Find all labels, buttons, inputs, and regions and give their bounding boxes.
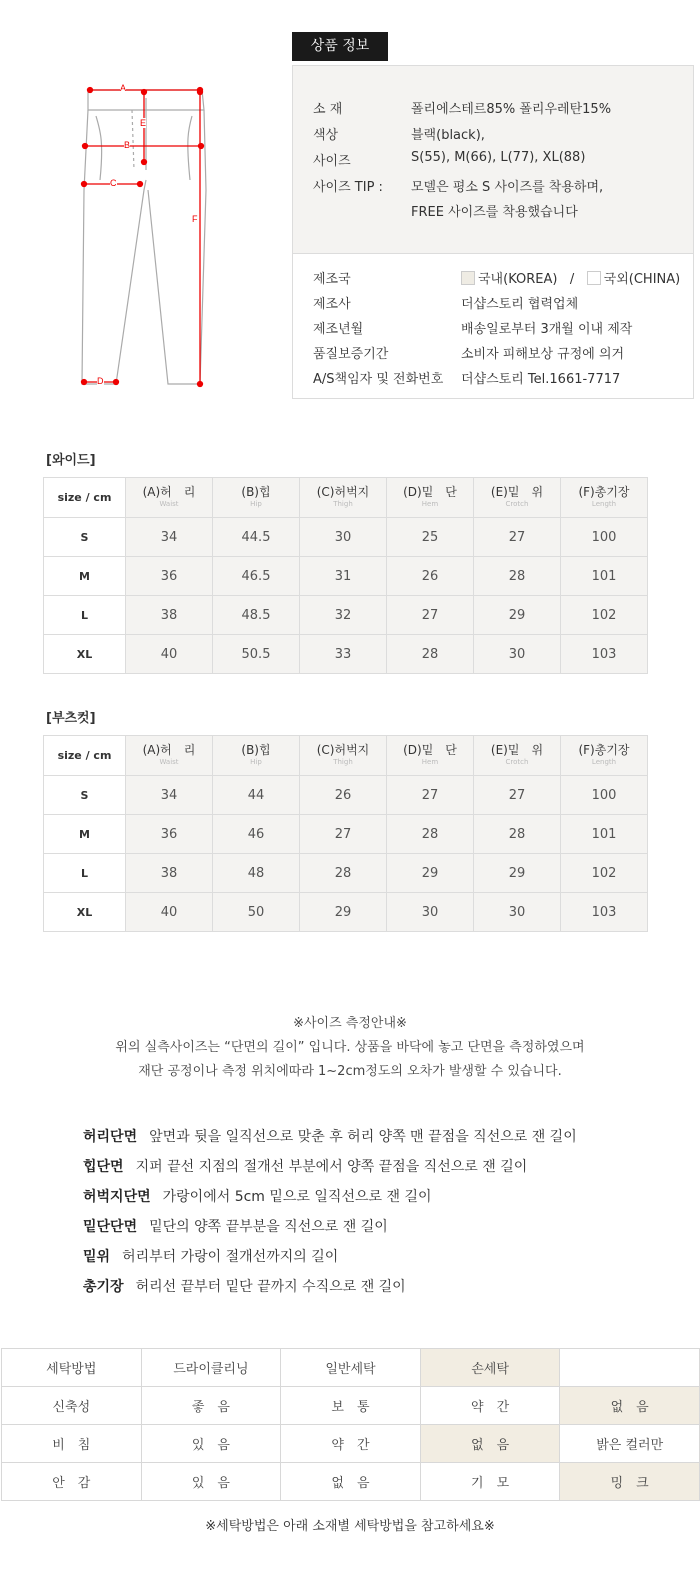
wash-cell: 밝은 컬러만 <box>560 1425 700 1463</box>
measure-label-a: A <box>120 83 127 93</box>
definition-term: 허벅지단면 <box>83 1189 151 1205</box>
value-cell: 28 <box>474 557 561 596</box>
col-header-crotch: (E)밑 위 Crotch <box>474 736 561 776</box>
wash-cell: 신축성 <box>2 1387 142 1425</box>
col-header-waist: (A)허 리 Waist <box>126 478 213 518</box>
col-header-thigh: (C)허벅지 Thigh <box>300 736 387 776</box>
value-cell: 27 <box>474 518 561 557</box>
wide-size-table <box>43 477 648 674</box>
definition-desc: 앞면과 뒷을 일직선으로 맞춘 후 허리 양쪽 맨 끝점을 직선으로 잰 길이 <box>149 1129 577 1145</box>
value-cell: 38 <box>126 854 213 893</box>
wash-cell <box>560 1349 700 1387</box>
product-info-panel <box>292 65 694 254</box>
table-row <box>2 1425 700 1463</box>
value-cell: 101 <box>561 815 648 854</box>
table-row <box>44 815 648 854</box>
info-value: 더샵스토리 Tel.1661-7717 <box>461 372 621 387</box>
measure-label-b: B <box>124 140 131 150</box>
measure-note-line1: 위의 실측사이즈는 “단면의 길이” 입니다. 상품을 바닥에 놓고 단면을 측정하였으며 <box>115 1040 585 1055</box>
table-row <box>44 635 648 674</box>
wash-cell: 기 모 <box>420 1463 560 1501</box>
info-label: 색상 <box>313 128 339 143</box>
korea-checkbox-icon <box>461 271 475 285</box>
definition-term: 힙단면 <box>83 1159 124 1175</box>
value-cell: 27 <box>387 596 474 635</box>
definition-desc: 허리선 끝부터 밑단 끝까지 수직으로 잰 길이 <box>135 1279 406 1295</box>
value-cell: 50.5 <box>213 635 300 674</box>
wash-cell: 안 감 <box>2 1463 142 1501</box>
table-row <box>2 1463 700 1501</box>
wash-cell-selected: 밍 크 <box>560 1463 700 1501</box>
value-cell: 44.5 <box>213 518 300 557</box>
info-label: A/S책임자 및 전화번호 <box>313 372 444 387</box>
value-cell: 26 <box>300 776 387 815</box>
measure-note-line2: 재단 공정이나 측정 위치에따라 1~2cm정도의 오차가 발생할 수 있습니다. <box>138 1064 562 1079</box>
wash-cell: 비 침 <box>2 1425 142 1463</box>
value-cell: 36 <box>126 815 213 854</box>
value-cell: 36 <box>126 557 213 596</box>
value-cell: 30 <box>300 518 387 557</box>
info-label: 사이즈 TIP : <box>313 180 383 195</box>
definition-desc: 가랑이에서 5cm 밑으로 일직선으로 잰 길이 <box>162 1189 432 1205</box>
table-row <box>44 518 648 557</box>
table-row <box>44 854 648 893</box>
value-cell: 48.5 <box>213 596 300 635</box>
wash-cell: 약 간 <box>420 1387 560 1425</box>
value-cell: 28 <box>387 815 474 854</box>
wash-cell: 없 음 <box>281 1463 421 1501</box>
value-cell: 40 <box>126 635 213 674</box>
definition-hem <box>83 1216 388 1236</box>
size-cell: M <box>44 557 126 596</box>
definition-term: 총기장 <box>83 1279 124 1295</box>
value-cell: 28 <box>387 635 474 674</box>
wash-cell: 세탁방법 <box>2 1349 142 1387</box>
value-cell: 25 <box>387 518 474 557</box>
info-value: 폴리에스테르85% 폴리우레탄15% <box>411 102 612 117</box>
wash-cell: 있 음 <box>141 1425 281 1463</box>
pants-outline-illustration <box>60 70 240 410</box>
size-unit-header: size / cm <box>44 736 126 776</box>
value-cell: 27 <box>474 776 561 815</box>
value-cell: 30 <box>474 635 561 674</box>
col-header-length: (F)총기장 Length <box>561 736 648 776</box>
table-row <box>44 596 648 635</box>
size-cell: M <box>44 815 126 854</box>
info-label: 소 재 <box>313 102 343 117</box>
value-cell: 34 <box>126 518 213 557</box>
value-cell: 29 <box>474 596 561 635</box>
info-value: 모델은 평소 S 사이즈를 착용하며, <box>411 180 604 195</box>
col-header-hip: (B)힙 Hip <box>213 478 300 518</box>
definition-hip <box>83 1156 527 1176</box>
definition-length <box>83 1276 406 1296</box>
info-label: 제조년월 <box>313 322 364 337</box>
product-info-title: 상품 정보 <box>292 32 388 61</box>
info-label: 품질보증기간 <box>313 347 389 362</box>
value-cell: 31 <box>300 557 387 596</box>
col-header-thigh: (C)허벅지 Thigh <box>300 478 387 518</box>
definition-desc: 허리부터 가랑이 절개선까지의 길이 <box>122 1249 339 1265</box>
col-header-hip: (B)힙 Hip <box>213 736 300 776</box>
wash-cell: 있 음 <box>141 1463 281 1501</box>
value-cell: 26 <box>387 557 474 596</box>
value-cell: 102 <box>561 854 648 893</box>
definition-thigh <box>83 1186 432 1206</box>
definition-term: 허리단면 <box>83 1129 138 1145</box>
definition-crotch <box>83 1246 338 1266</box>
wash-cell-selected: 없 음 <box>560 1387 700 1425</box>
value-cell: 48 <box>213 854 300 893</box>
wide-table-title: [와이드] <box>46 453 96 468</box>
table-header-row <box>44 478 648 518</box>
size-cell: XL <box>44 893 126 932</box>
value-cell: 34 <box>126 776 213 815</box>
size-cell: L <box>44 854 126 893</box>
col-header-waist: (A)허 리 Waist <box>126 736 213 776</box>
wash-cell: 좋 음 <box>141 1387 281 1425</box>
wash-cell: 약 간 <box>281 1425 421 1463</box>
wash-cell: 일반세탁 <box>281 1349 421 1387</box>
size-unit-header: size / cm <box>44 478 126 518</box>
info-label: 사이즈 <box>313 154 351 169</box>
value-cell: 102 <box>561 596 648 635</box>
size-cell: S <box>44 518 126 557</box>
measure-note-title: ※사이즈 측정안내※ <box>293 1016 407 1031</box>
wash-cell-selected: 손세탁 <box>420 1349 560 1387</box>
measure-label-c: C <box>110 178 117 188</box>
value-cell: 30 <box>474 893 561 932</box>
size-cell: L <box>44 596 126 635</box>
manufacturer-info-panel <box>292 254 694 399</box>
value-cell: 29 <box>474 854 561 893</box>
measure-label-f: F <box>192 214 198 224</box>
definition-desc: 지퍼 끝선 지점의 절개선 부분에서 양쪽 끝점을 직선으로 잰 길이 <box>135 1159 528 1175</box>
col-header-hem: (D)밑 단 Hem <box>387 736 474 776</box>
value-cell: 103 <box>561 635 648 674</box>
info-value: 배송일로부터 3개월 이내 제작 <box>461 322 633 337</box>
china-checkbox-icon <box>587 271 601 285</box>
col-header-crotch: (E)밑 위 Crotch <box>474 478 561 518</box>
value-cell: 27 <box>387 776 474 815</box>
value-cell: 46.5 <box>213 557 300 596</box>
value-cell: 30 <box>387 893 474 932</box>
pants-measurement-diagram <box>60 70 240 410</box>
col-header-length: (F)총기장 Length <box>561 478 648 518</box>
info-label: 제조국 <box>313 272 351 287</box>
china-label: 국외(CHINA) <box>603 272 681 287</box>
info-label: 제조사 <box>313 297 351 312</box>
value-cell: 40 <box>126 893 213 932</box>
value-cell: 33 <box>300 635 387 674</box>
value-cell: 44 <box>213 776 300 815</box>
value-cell: 50 <box>213 893 300 932</box>
size-cell: S <box>44 776 126 815</box>
separator: / <box>569 272 575 287</box>
definition-desc: 밑단의 양쪽 끝부분을 직선으로 잰 길이 <box>149 1219 388 1235</box>
info-value: FREE 사이즈를 착용했습니다 <box>411 205 578 220</box>
value-cell: 100 <box>561 518 648 557</box>
measure-label-d: D <box>97 376 104 386</box>
wash-cell-selected: 없 음 <box>420 1425 560 1463</box>
value-cell: 100 <box>561 776 648 815</box>
info-value: 더샵스토리 협력업체 <box>461 297 579 312</box>
table-row <box>44 776 648 815</box>
korea-label: 국내(KOREA) <box>478 272 558 287</box>
definition-waist <box>83 1126 577 1146</box>
value-cell: 32 <box>300 596 387 635</box>
measure-label-e: E <box>140 118 147 128</box>
table-row <box>44 893 648 932</box>
wash-care-table <box>1 1348 700 1501</box>
value-cell: 28 <box>474 815 561 854</box>
size-cell: XL <box>44 635 126 674</box>
country-options <box>461 268 680 287</box>
table-row <box>2 1387 700 1425</box>
definition-term: 밑위 <box>83 1249 111 1265</box>
value-cell: 103 <box>561 893 648 932</box>
table-row <box>2 1349 700 1387</box>
table-header-row <box>44 736 648 776</box>
value-cell: 46 <box>213 815 300 854</box>
value-cell: 29 <box>300 893 387 932</box>
value-cell: 29 <box>387 854 474 893</box>
wash-cell: 보 통 <box>281 1387 421 1425</box>
info-value: 소비자 피해보상 규정에 의거 <box>461 347 625 362</box>
bootcut-table-title: [부츠컷] <box>46 711 96 726</box>
value-cell: 101 <box>561 557 648 596</box>
value-cell: 28 <box>300 854 387 893</box>
bootcut-size-table <box>43 735 648 932</box>
info-value: S(55), M(66), L(77), XL(88) <box>411 150 586 165</box>
wash-footer-note: ※세탁방법은 아래 소재별 세탁방법을 참고하세요※ <box>205 1519 495 1534</box>
value-cell: 38 <box>126 596 213 635</box>
definition-term: 밑단단면 <box>83 1219 138 1235</box>
info-value: 블랙(black), <box>411 128 485 143</box>
value-cell: 27 <box>300 815 387 854</box>
wash-cell: 드라이클리닝 <box>141 1349 281 1387</box>
table-row <box>44 557 648 596</box>
col-header-hem: (D)밑 단 Hem <box>387 478 474 518</box>
